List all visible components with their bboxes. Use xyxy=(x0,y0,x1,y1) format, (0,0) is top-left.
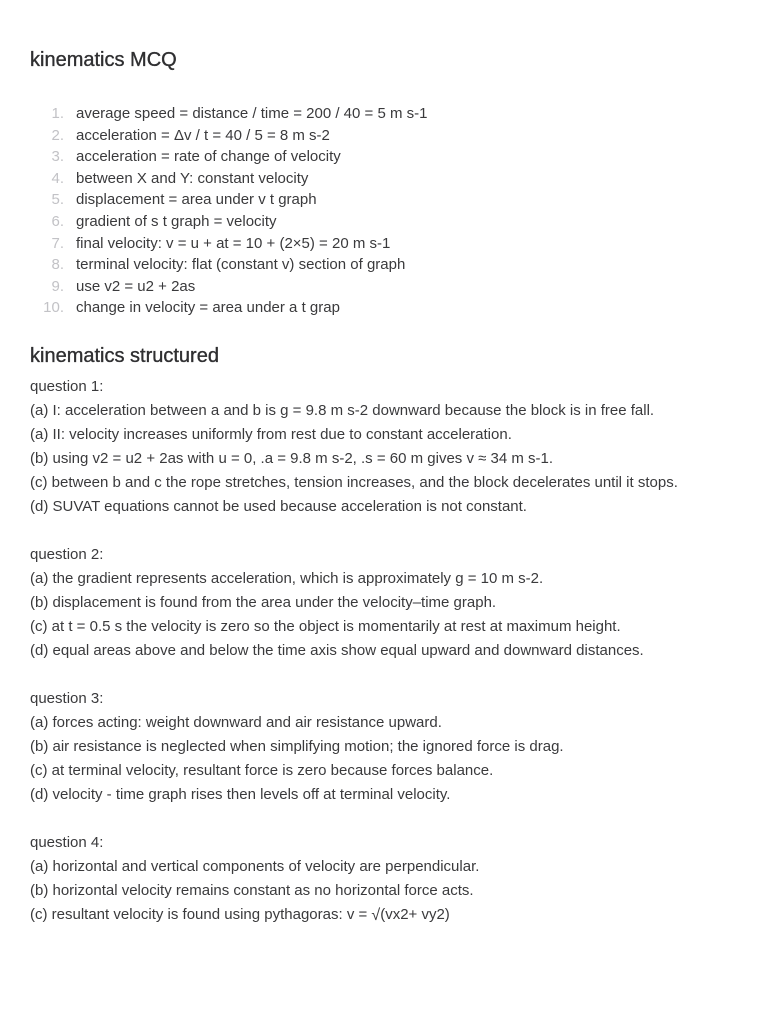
list-number: 9. xyxy=(51,277,64,295)
answer-line: (a) horizontal and vertical components of velocity are perpendicular. xyxy=(30,858,480,875)
answer-line: (d) velocity - time graph rises then levels off at terminal velocity. xyxy=(30,786,451,803)
answer-line: (c) between b and c the rope stretches, tension increases, and the block decelerates until it stops. xyxy=(30,474,678,491)
list-number: 4. xyxy=(51,169,64,187)
question-title: question 4: xyxy=(30,834,104,851)
question-block-2 xyxy=(30,543,730,663)
question-title: question 2: xyxy=(30,546,104,563)
structured-answers xyxy=(30,375,730,951)
answer-line: (b) horizontal velocity remains constant as no horizontal force acts. xyxy=(30,882,474,899)
question-title: question 3: xyxy=(30,690,104,707)
answer-line: (a) the gradient represents acceleration, which is approximately g = 10 m s-2. xyxy=(30,570,544,587)
list-number: 1. xyxy=(51,105,64,122)
answer-line: (d) SUVAT equations cannot be used because acceleration is not constant. xyxy=(30,498,527,515)
answer-line: (b) air resistance is neglected when simplifying motion; the ignored force is drag. xyxy=(30,738,564,755)
question-title: question 1: xyxy=(30,378,104,395)
list-item-text: use v2 = u2 + 2as xyxy=(76,277,196,295)
list-item-text: displacement = area under v t graph xyxy=(76,191,317,209)
answer-line: (a) forces acting: weight downward and air resistance upward. xyxy=(30,714,442,731)
list-number: 3. xyxy=(51,148,64,166)
answer-line-suffix: (vx2+ vy2) xyxy=(380,906,450,923)
list-number: 6. xyxy=(51,212,64,230)
question-block-4 xyxy=(30,831,730,927)
answer-line: (a) II: velocity increases uniformly from rest due to constant acceleration. xyxy=(30,426,512,443)
answer-line: (c) at t = 0.5 s the velocity is zero so the object is momentarily at rest at maximum height. xyxy=(30,618,621,635)
list-item-text: change in velocity = area under a t grap xyxy=(76,299,340,317)
list-item-text: average speed = distance / time = 200 / 40 = 5 m s-1 xyxy=(76,105,428,122)
question-block-1 xyxy=(30,375,730,519)
square-root-icon: √ xyxy=(371,907,381,924)
section-title-mcq: kinematics MCQ xyxy=(30,49,177,71)
list-number: 7. xyxy=(51,234,64,252)
list-item-text: between X and Y: constant velocity xyxy=(76,169,309,187)
list-number: 5. xyxy=(51,191,64,209)
answer-line xyxy=(30,903,730,927)
answer-line: (c) at terminal velocity, resultant force is zero because forces balance. xyxy=(30,762,494,779)
answer-line-prefix: (c) resultant velocity is found using pythagoras: v = xyxy=(30,906,372,923)
section-title-structured: kinematics structured xyxy=(30,345,219,367)
answer-line: (d) equal areas above and below the time axis show equal upward and downward distances. xyxy=(30,642,644,659)
list-item-text: acceleration = rate of change of velocity xyxy=(76,148,341,166)
list-number: 2. xyxy=(51,126,64,144)
list-item-text: final velocity: v = u + at = 10 + (2×5) = 20 m s-1 xyxy=(76,234,391,252)
question-block-3 xyxy=(30,687,730,807)
list-number: 8. xyxy=(51,256,64,274)
answer-line: (b) using v2 = u2 + 2as with u = 0, .a = 9.8 m s-2, .s = 60 m gives v ≈ 34 m s-1. xyxy=(30,450,554,467)
answer-line: (a) I: acceleration between a and b is g = 9.8 m s-2 downward because the block is in free fall. xyxy=(30,402,655,419)
list-item-text: gradient of s t graph = velocity xyxy=(76,212,277,230)
answer-line: (b) displacement is found from the area under the velocity–time graph. xyxy=(30,594,497,611)
list-item-text: terminal velocity: flat (constant v) section of graph xyxy=(76,256,406,274)
list-item-text: acceleration = Δv / t = 40 / 5 = 8 m s-2 xyxy=(76,126,330,144)
list-number: 10. xyxy=(43,299,64,317)
